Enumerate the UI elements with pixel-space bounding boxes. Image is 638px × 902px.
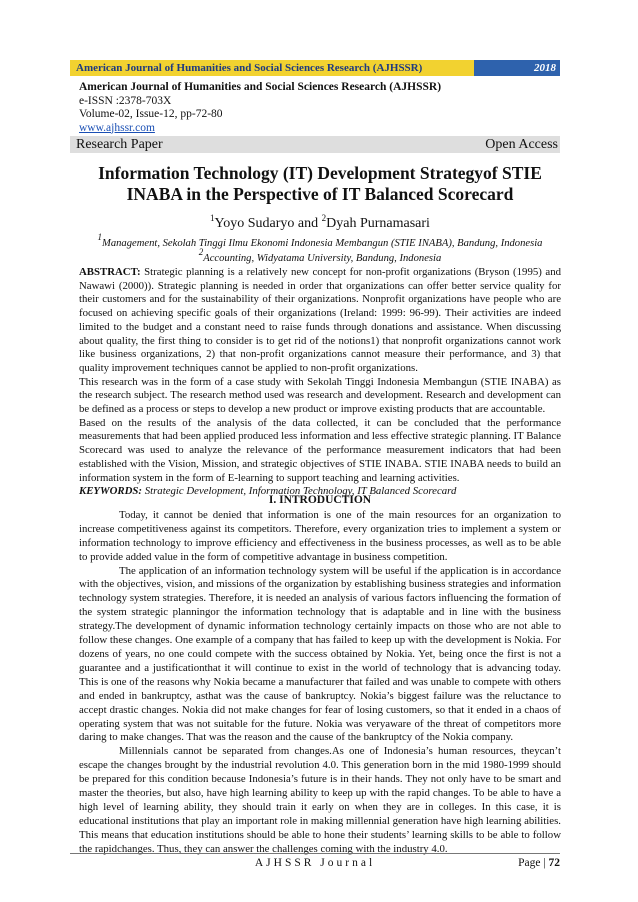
banner-year: 2018 bbox=[474, 60, 560, 76]
author-1-sup: 1 bbox=[210, 213, 215, 223]
page-number: 72 bbox=[548, 857, 560, 869]
intro-para-3: Millennials cannot be separated from changes.As one of Indonesia’s human resources, theycan’t escape the changes brought by the industrial revolution 4.0. This generation born in the mid 1980-1999 should be prepared for this condition because Indonesia’s future is in their hands. They not only have to be smart and master the theories, but also, have high learning ability to keep up with the rapid changes. To be able to have a high level of learning ability, they should train it early on when they are in colleges. In this case, it is educational institutions that play an important role in making millennial generation have high learning abilities. This means that education institutions should be able to hone their students’ learning skills to be able to follow the rapidchanges. Thus, they can answer the challenges coming with the industry 4.0. bbox=[79, 745, 561, 855]
abstract-text-1: Strategic planning is a relatively new concept for non-profit organizations (Bryson (1995) and Nawawi (2000)). Strategic planning is needed in order that organizations can offer better service quality for their customers and for the sustainability of their organizations. Nonprofit organizations have people who are focused on achieving specific goals of their organizations (Ireland: 1999: 96-99). Their activities are indeed limited to the budget and a constant need to raise funds through donations and assistance. When discussing about quality, the first thing to consider is to get rid of the notions1) that nonprofit organizations cannot work like business organizations, 2) that non-profit organizations cannot measure their performance, and 3) that quality improvement techniques cannot be applied to non-profit organizations. bbox=[79, 266, 561, 374]
abstract bbox=[79, 266, 561, 499]
access-type: Open Access bbox=[485, 137, 558, 152]
paper-type-bar bbox=[70, 136, 560, 153]
author-1: Yoyo Sudaryo and bbox=[214, 216, 322, 231]
paper-title: Information Technology (IT) Development Strategyof STIE INABA in the Perspective of IT Balanced Scorecard bbox=[98, 163, 542, 204]
journal-meta bbox=[79, 81, 441, 135]
journal-banner bbox=[70, 60, 560, 76]
footer-journal: AJHSSR Journal bbox=[254, 857, 376, 869]
affiliation-2 bbox=[60, 246, 580, 265]
abstract-para-1 bbox=[79, 266, 561, 376]
intro-para-1: Today, it cannot be denied that information is one of the main resources for an organization to increase competitiveness against its competitors. Therefore, every organization tries to implement a system or information technology to improve efficiency and effectiveness in the business processes, as well as to be able to provide added value in the form of competitive advantage in business competition. bbox=[79, 508, 561, 563]
section-heading: I. INTRODUCTION bbox=[268, 494, 372, 506]
keywords-text: Strategic Development, Information Technology, IT Balanced Scorecard bbox=[144, 485, 457, 498]
website-link[interactable]: www.ajhssr.com bbox=[79, 121, 155, 134]
affiliation-1-text: Management, Sekolah Tinggi Ilmu Ekonomi Indonesia Membangun (STIE INABA), Bandung, Indonesia bbox=[102, 238, 543, 249]
author-2-sup: 2 bbox=[321, 213, 327, 223]
intro-para-2: The application of an information technology system will be useful if the application is in accordance with the objectives, vision, and missions of the organization by establishing business strategies and information technology system strategies. Therefore, it is needed an analysis of various factors influencing the formation of the system strategic planningor the information technology that is adaptable and in line with the business strategy.The development of dynamic information technology certainly impacts on those who are not able to follow these changes. One example of a company that has failed to keep up with the development is Nokia. For dozens of years, no one could compete with the success obtained by Nokia. Yet, being once the first is not a guarantee and a justificationthat it will continue to exist in the world of technology that is advancing today. This is one of the reasons why Nokia became a manufacturer that failed and was unable to compete with others and ended in bankruptcy, asthat was the cause of bankruptcy. Nokia’s biggest failure was the reluctance to accept drastic changes. Nokia did not make changes for fear of losing customers, so that it ended in a chaos of operating system that was not suitable for the future. Nokia was veryaware of the threat of competitors more daring to make changes. That was the reason and the cause of the bankruptcy of the Nokia company. bbox=[79, 564, 561, 744]
introduction-section bbox=[79, 494, 561, 857]
page-footer bbox=[70, 853, 560, 869]
affiliation-1-sup: 1 bbox=[97, 232, 103, 242]
volume-info: Volume-02, Issue-12, pp-72-80 bbox=[79, 108, 223, 120]
keywords-label: KEYWORDS: bbox=[79, 485, 142, 498]
author-2: Dyah Purnamasari bbox=[326, 216, 430, 231]
banner-journal-title: American Journal of Humanities and Social Sciences Research (AJHSSR) bbox=[70, 60, 474, 76]
abstract-label: ABSTRACT: bbox=[79, 266, 141, 278]
affiliation-2-sup: 2 bbox=[198, 247, 204, 257]
abstract-para-2: This research was in the form of a case study with Sekolah Tinggi Indonesia Membangun (STIE INABA) as the research subject. The research method used was research and development. Research and development can be defined as a process or steps to develop a new product or improve existing products that are accountable. bbox=[79, 375, 561, 416]
issn: e-ISSN :2378-703X bbox=[79, 94, 172, 107]
journal-name: American Journal of Humanities and Social Sciences Research (AJHSSR) bbox=[79, 81, 442, 93]
footer-page-label: Page | bbox=[518, 857, 549, 869]
paper-type: Research Paper bbox=[76, 137, 163, 152]
affiliation-2-text: Accounting, Widyatama University, Bandung, Indonesia bbox=[203, 253, 442, 264]
author-list bbox=[70, 209, 570, 233]
abstract-para-3: Based on the results of the analysis of the data collected, it can be concluded that the performance measurements that had been applied produced less information and less effective strategic planning. IT Balance Scorecard was used to analyze the relevance of the performance measurement indicators that had been established with the Vision, Mission, and strategic objectives of STIE INABA. STIE INABA needs to build an information system in the form of E-learning to support teaching and learning activities. bbox=[79, 416, 561, 484]
